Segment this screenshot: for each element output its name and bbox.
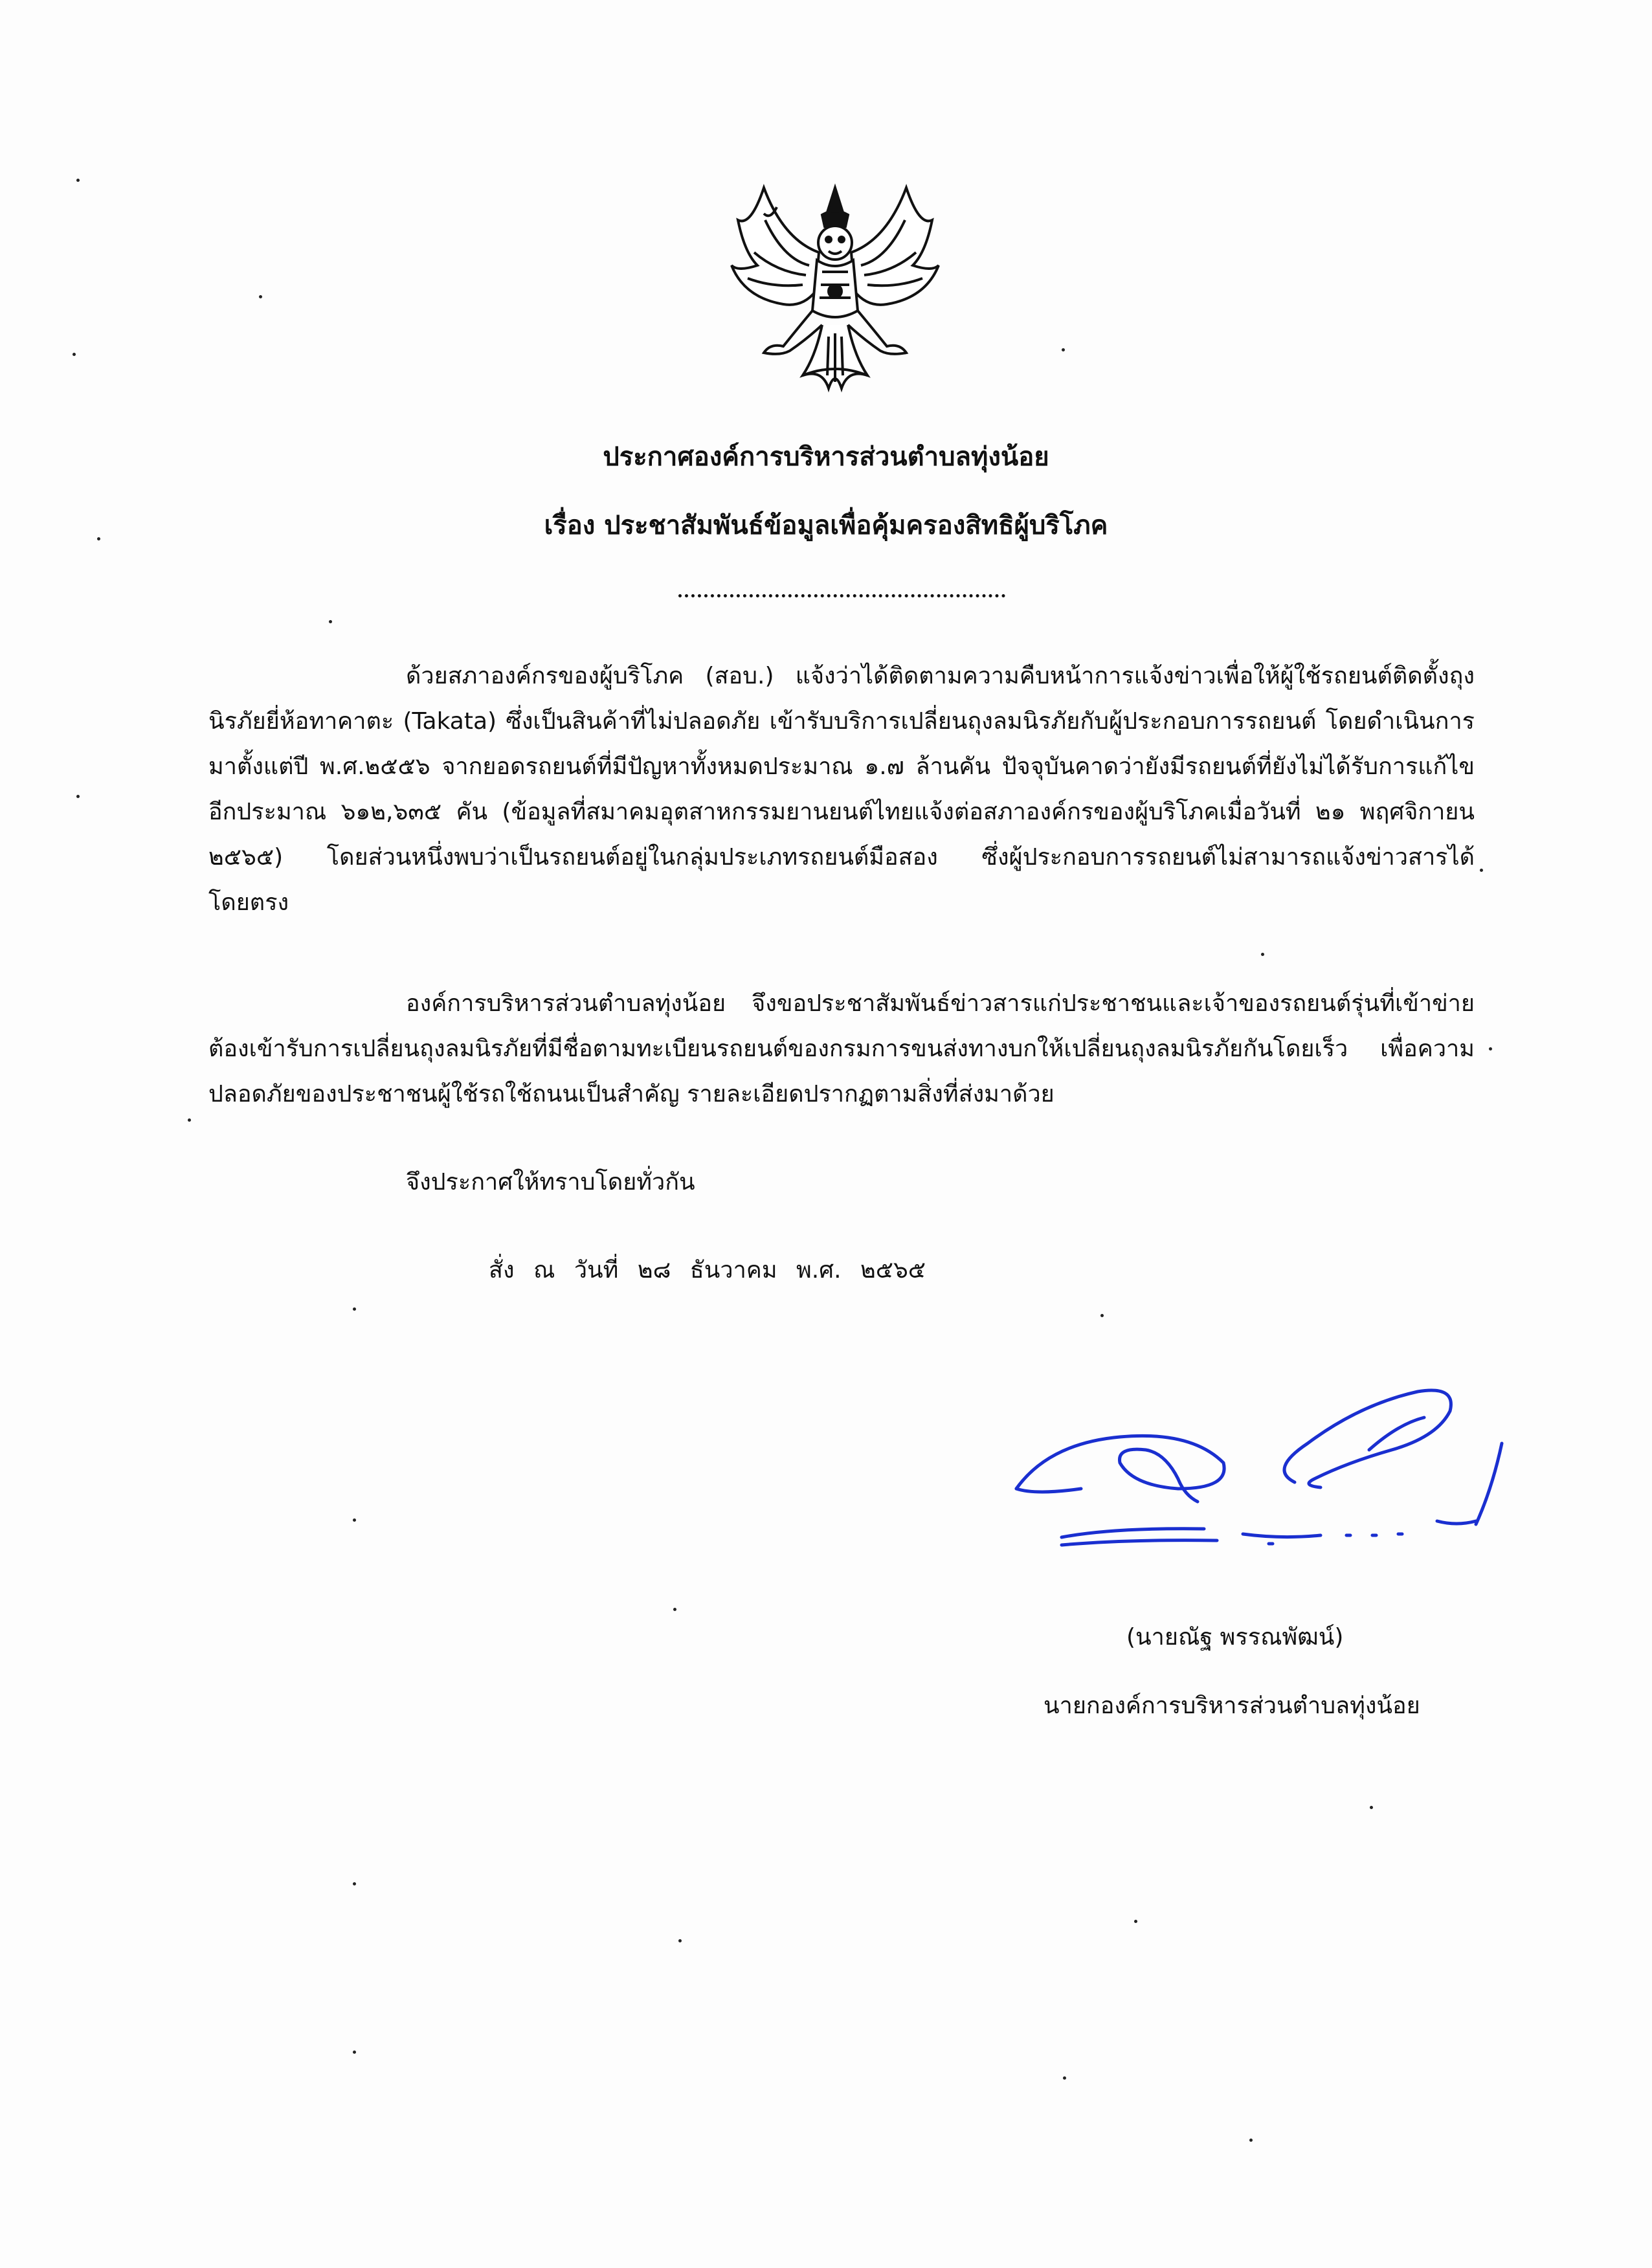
body-paragraph-1: ด้วยสภาองค์กรของผู้บริโภค (สอบ.) แจ้งว่าได้ติดตามความคืบหน้าการแจ้งข่าวเพื่อให้ผู้ใช้รถยนต์ติดตั้งถุงนิรภัยยี่ห้อทาคาตะ (Takata) ซึ่งเป็นสินค้าที่ไม่ปลอดภัย เข้ารับบริการเปลี่ยนถุงลมนิรภัยกับผู้ประกอบการรถยนต์ โดยดำเนินการมาตั้งแต่ปี พ.ศ.๒๕๕๖ จากยอดรถยนต์ที่มีปัญหาทั้งหมดประมาณ ๑.๗ ล้านคัน ปัจจุบันคาดว่ายังมีรถยนต์ที่ยังไม่ได้รับการแก้ไขอีกประมาณ ๖๑๒,๖๓๕ คัน (ข้อมูลที่สมาคมอุตสาหกรรมยานยนต์ไทยแจ้งต่อสภาองค์กรของผู้บริโภคเมื่อวันที่ ๒๑ พฤศจิกายน ๒๕๖๕) โดยส่วนหนึ่งพบว่าเป็นรถยนต์อยู่ในกลุ่มประเภทรถยนต์มือสอง ซึ่งผู้ประกอบการรถยนต์ไม่สามารถแจ้งข่าวสารได้โดยตรง — [208, 663, 1475, 916]
scan-speck — [188, 1118, 191, 1122]
scan-speck — [1249, 2139, 1253, 2142]
scan-speck — [1134, 1920, 1137, 1923]
scan-speck — [353, 1307, 356, 1311]
body-paragraph-3: จึงประกาศให้ทราบโดยทั่วกัน — [406, 1169, 695, 1195]
scan-speck — [1062, 348, 1065, 351]
dotted-divider — [678, 594, 1005, 597]
handwritten-signature — [1010, 1366, 1508, 1553]
garuda-emblem-icon — [725, 181, 945, 395]
scan-speck — [259, 295, 262, 298]
scan-speck — [353, 2051, 356, 2054]
scan-speck — [673, 1608, 676, 1611]
announcement-title: ประกาศองค์การบริหารส่วนตำบลทุ่งน้อย — [603, 442, 1049, 472]
scan-speck — [1063, 2076, 1066, 2080]
scan-speck — [1261, 953, 1264, 956]
scan-speck — [1100, 1314, 1104, 1317]
scan-speck — [353, 1518, 356, 1522]
scan-speck — [329, 620, 332, 623]
scan-speck — [1370, 1806, 1373, 1809]
scan-speck — [1480, 869, 1483, 872]
scan-speck — [76, 795, 80, 798]
issue-date: สั่ง ณ วันที่ ๒๘ ธันวาคม พ.ศ. ๒๕๖๕ — [489, 1257, 926, 1284]
scan-speck — [73, 353, 76, 356]
announcement-subject: เรื่อง ประชาสัมพันธ์ข้อมูลเพื่อคุ้มครองสิทธิผู้บริโภค — [544, 511, 1108, 540]
signer-position: นายกองค์การบริหารส่วนตำบลทุ่งน้อย — [1044, 1693, 1420, 1719]
scan-speck — [76, 179, 80, 182]
scan-speck — [678, 1939, 682, 1942]
signer-name: (นายณัฐ พรรณพัฒน์) — [1126, 1624, 1344, 1651]
body-paragraph-2: องค์การบริหารส่วนตำบลทุ่งน้อย จึงขอประชาสัมพันธ์ข่าวสารแก่ประชาชนและเจ้าของรถยนต์รุ่นที่เข้าข่ายต้องเข้ารับการเปลี่ยนถุงลมนิรภัยที่มีชื่อตามทะเบียนรถยนต์ของกรมการขนส่งทางบกให้เปลี่ยนถุงลมนิรภัยกันโดยเร็ว เพื่อความปลอดภัยของประชาชนผู้ใช้รถใช้ถนนเป็นสำคัญ รายละเอียดปรากฏตามสิ่งที่ส่งมาด้วย — [208, 990, 1475, 1107]
scan-speck — [1489, 1047, 1492, 1051]
scan-speck — [353, 1882, 356, 1885]
